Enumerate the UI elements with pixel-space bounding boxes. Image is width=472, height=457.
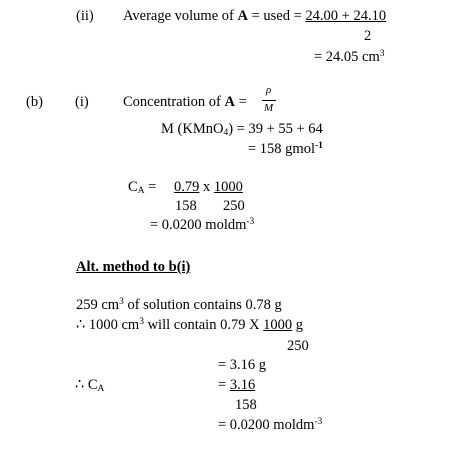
alt-line-1-sup: 3 <box>119 297 124 307</box>
concentration-line <box>123 95 247 110</box>
alt-therefore-ca-text: ∴ C <box>75 377 98 393</box>
part-label-ii: (ii) <box>76 8 94 24</box>
solution-a-bold: A <box>237 8 248 24</box>
average-volume-eq: = used = <box>247 8 306 24</box>
molar-mass-result-sup: -1 <box>315 141 323 151</box>
concentration-eq: = <box>234 94 247 110</box>
alt-line-2-prefix: ∴ 1000 cm <box>76 317 140 333</box>
alt-line-4-eq: = <box>218 377 230 393</box>
alt-method-heading: Alt. method to b(i) <box>76 259 191 275</box>
alt-line-3: = 3.16 g <box>218 357 267 373</box>
alt-line-2-rest: will contain 0.79 X <box>143 317 264 333</box>
ca-num1: 0.79 <box>174 179 200 195</box>
ca-times: x <box>199 179 214 195</box>
part-label-b-i: (i) <box>75 94 89 110</box>
alt-line-4-num: 3.16 <box>229 377 256 393</box>
alt-line-5-text: = 0.0200 moldm <box>218 417 315 433</box>
molar-mass-text: M (KMnO <box>161 121 224 137</box>
average-volume-result-sup: 3 <box>379 49 385 59</box>
concentration-text: Concentration of <box>123 94 225 110</box>
molar-mass-result <box>248 142 323 157</box>
molar-mass-line <box>161 122 323 137</box>
ca-num2: 1000 <box>213 179 243 195</box>
ca-numerator <box>174 180 243 195</box>
alt-line-2-denominator: 250 <box>287 338 309 354</box>
ca-sub: A <box>137 186 145 196</box>
alt-line-2-unit: g <box>292 317 304 333</box>
ca-result-text: = 0.0200 moldm <box>150 217 247 233</box>
ca-result <box>150 218 254 233</box>
ca-letter: C <box>128 179 138 195</box>
concentration-frac-top: ρ <box>266 84 272 96</box>
alt-therefore-ca <box>75 378 104 393</box>
concentration-bold-a: A <box>224 94 235 110</box>
alt-line-4 <box>218 378 255 393</box>
alt-line-1 <box>76 298 282 313</box>
ca-den1: 158 <box>175 198 197 214</box>
concentration-frac-line <box>262 100 276 101</box>
alt-line-1-rest: of solution contains 0.78 g <box>123 297 282 313</box>
average-volume-denominator: 2 <box>364 28 372 44</box>
average-volume-line <box>123 9 386 24</box>
molar-mass-rest: ) = 39 + 55 + 64 <box>228 121 323 137</box>
alt-line-1-text: 259 cm <box>76 297 120 313</box>
concentration-frac-bottom: M <box>264 102 274 114</box>
alt-line-4-denominator: 158 <box>235 397 257 413</box>
average-volume-text: Average volume of <box>123 8 238 24</box>
average-volume-result <box>314 50 385 65</box>
ca-den2: 250 <box>223 198 245 214</box>
average-volume-result-text: = 24.05 cm <box>314 49 380 65</box>
ca-eq: = <box>144 179 157 195</box>
alt-line-5-sup: -3 <box>314 417 323 427</box>
ca-result-sup: -3 <box>246 217 255 227</box>
alt-therefore-ca-sub: A <box>97 384 105 394</box>
alt-line-2-underlined: 1000 <box>263 317 293 333</box>
molar-mass-result-text: = 158 gmol <box>248 141 315 157</box>
part-label-b: (b) <box>26 94 43 110</box>
average-volume-numerator: 24.00 + 24.10 <box>305 8 387 24</box>
alt-line-5 <box>218 418 322 433</box>
ca-label <box>128 180 156 195</box>
molar-mass-sub: 4 <box>223 128 229 138</box>
alt-line-2-sup: 3 <box>139 317 144 327</box>
alt-line-2 <box>76 318 303 333</box>
